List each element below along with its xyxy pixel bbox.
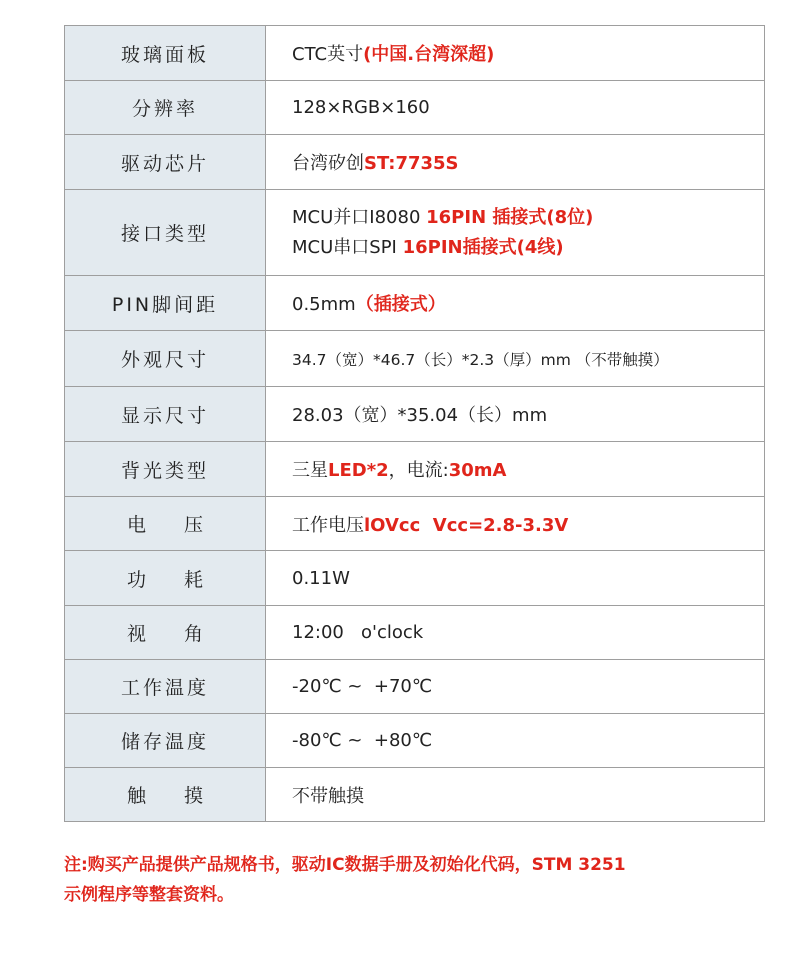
value-highlight: LED*2 [328,460,389,481]
table-row [65,660,765,714]
table-row [65,442,765,497]
value-highlight: 30mA [448,460,507,481]
row-label: PIN脚间距 [65,276,266,331]
footnote-line: 示例程序等整套资料。 [64,885,234,905]
value-highlight: （插接式） [355,294,446,315]
footnote [64,850,744,910]
table-row [65,331,765,387]
row-value [266,190,765,276]
row-value [266,768,765,822]
table-row [65,387,765,442]
row-value [266,714,765,768]
row-label: 显示尺寸 [65,387,266,442]
row-label: 接口类型 [65,190,266,276]
row-value [266,276,765,331]
value-text: 台湾矽创 [292,153,364,174]
table-row [65,551,765,606]
value-text: 128×RGB×160 [292,97,430,118]
value-text: 34.7（宽）*46.7（长）*2.3（厚）mm （不带触摸） [292,350,669,369]
value-text: ，电流: [388,460,449,481]
row-value [266,660,765,714]
value-text: 三星 [292,460,328,481]
value-highlight: 16PIN插接式(4线) [402,236,564,258]
row-label: 背光类型 [65,442,266,497]
value-text: MCU并口I8080 [292,206,427,228]
footnote-line: 注:购买产品提供产品规格书，驱动IC数据手册及初始化代码，STM 3251 [64,855,626,875]
row-label: 玻璃面板 [65,26,266,81]
row-label: 电压 [65,497,266,551]
value-text: 工作电压 [292,514,364,536]
table-row [65,276,765,331]
value-text: MCU串口SPI [292,236,403,258]
table-row [65,26,765,81]
row-value [266,331,765,387]
spec-table [64,25,765,822]
value-text: -20℃ ~ +70℃ [292,676,433,697]
value-text: 0.5mm [292,294,356,315]
row-value [266,81,765,135]
row-label: 工作温度 [65,660,266,714]
row-label: 驱动芯片 [65,135,266,190]
row-label: 外观尺寸 [65,331,266,387]
row-value [266,26,765,81]
value-text: 28.03（宽）*35.04（长）mm [292,405,548,426]
row-label: 视角 [65,606,266,660]
row-label: 分辨率 [65,81,266,135]
value-highlight: (中国.台湾深超) [363,44,495,65]
value-line [292,203,764,233]
table-row [65,714,765,768]
row-label: 功耗 [65,551,266,606]
value-text: -80℃ ~ +80℃ [292,730,433,751]
row-label: 储存温度 [65,714,266,768]
table-row [65,135,765,190]
table-row [65,190,765,276]
row-label: 触摸 [65,768,266,822]
row-value [266,387,765,442]
row-value [266,551,765,606]
row-value [266,606,765,660]
value-highlight: lOVcc Vcc=2.8-3.3V [364,514,569,536]
row-value [266,135,765,190]
value-line [292,233,764,263]
table-row [65,606,765,660]
table-row [65,497,765,551]
table-row [65,81,765,135]
value-text: 12:00 o'clock [292,622,424,643]
value-text: CTC英寸 [292,44,364,65]
row-value [266,442,765,497]
value-highlight: ST:7735S [364,153,459,174]
value-text: 0.11W [292,567,350,589]
table-row [65,768,765,822]
value-text: 不带触摸 [292,785,364,807]
row-value [266,497,765,551]
value-highlight: 16PIN 插接式(8位) [426,206,594,228]
